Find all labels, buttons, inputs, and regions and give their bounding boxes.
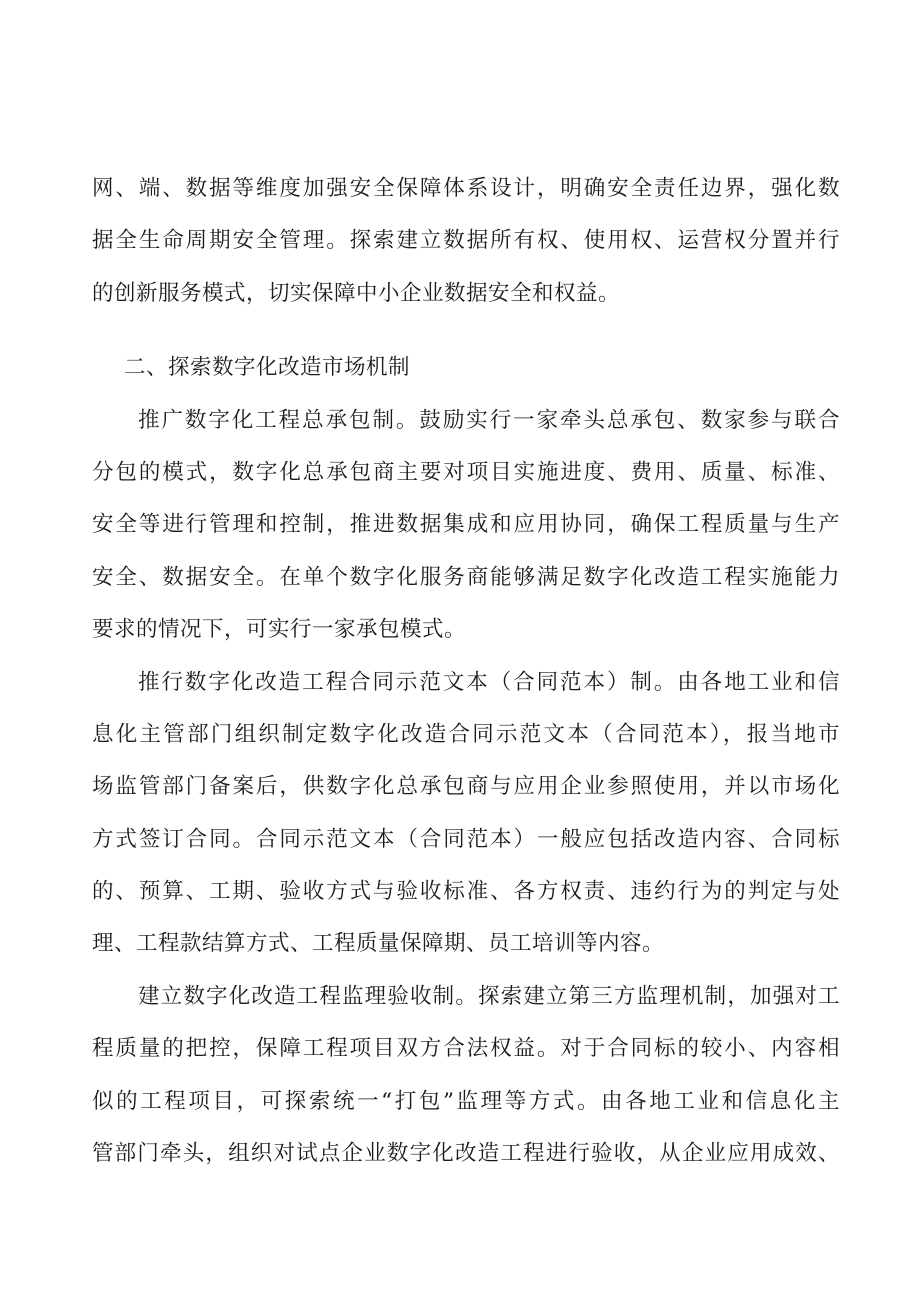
text-line: 据全生命周期安全管理。探索建立数据所有权、使用权、运营权分置并行 [92,228,840,254]
document-body [92,163,840,1180]
continuation-paragraph [92,163,840,320]
text-line: 推广数字化工程总承包制。鼓励实行一家牵头总承包、数家参与联合 [138,407,840,433]
section-heading [92,342,840,394]
paragraph-spacer [92,320,840,342]
text-line: 要求的情况下，可实行一家承包模式。 [92,617,467,643]
text-line: 程质量的把控，保障工程项目双方合法权益。对于合同标的较小、内容相 [92,1036,840,1062]
text-line: 似的工程项目，可探索统一“打包”监理等方式。由各地工业和信息化主 [92,1088,840,1114]
text-line: 理、工程款结算方式、工程质量保障期、员工培训等内容。 [92,931,665,957]
text-line: 安全、数据安全。在单个数字化服务商能够满足数字化改造工程实施能力 [92,564,840,590]
text-line: 推行数字化改造工程合同示范文本（合同范本）制。由各地工业和信 [138,669,840,695]
text-line: 管部门牵头，组织对试点企业数字化改造工程进行验收，从企业应用成效、 [92,1141,840,1167]
paragraph-supervision-acceptance [92,971,840,1181]
paragraph-digital-general-contracting [92,395,840,657]
text-line: 方式签订合同。合同示范文本（合同范本）一般应包括改造内容、合同标 [92,826,840,852]
text-line: 的创新服务模式，切实保障中小企业数据安全和权益。 [92,280,621,306]
text-line: 场监管部门备案后，供数字化总承包商与应用企业参照使用，并以市场化 [92,774,840,800]
text-line: 的、预算、工期、验收方式与验收标准、各方权责、违约行为的判定与处 [92,879,840,905]
section-heading-text: 二、探索数字化改造市场机制 [124,355,411,381]
paragraph-contract-template [92,657,840,971]
text-line: 网、端、数据等维度加强安全保障体系设计，明确安全责任边界，强化数 [92,176,840,201]
text-line: 安全等进行管理和控制，推进数据集成和应用协同，确保工程质量与生产 [92,512,840,538]
text-line: 分包的模式，数字化总承包商主要对项目实施进度、费用、质量、标准、 [92,459,840,485]
text-line: 建立数字化改造工程监理验收制。探索建立第三方监理机制，加强对工 [138,983,840,1009]
text-line: 息化主管部门组织制定数字化改造合同示范文本（合同范本），报当地市 [92,721,840,747]
